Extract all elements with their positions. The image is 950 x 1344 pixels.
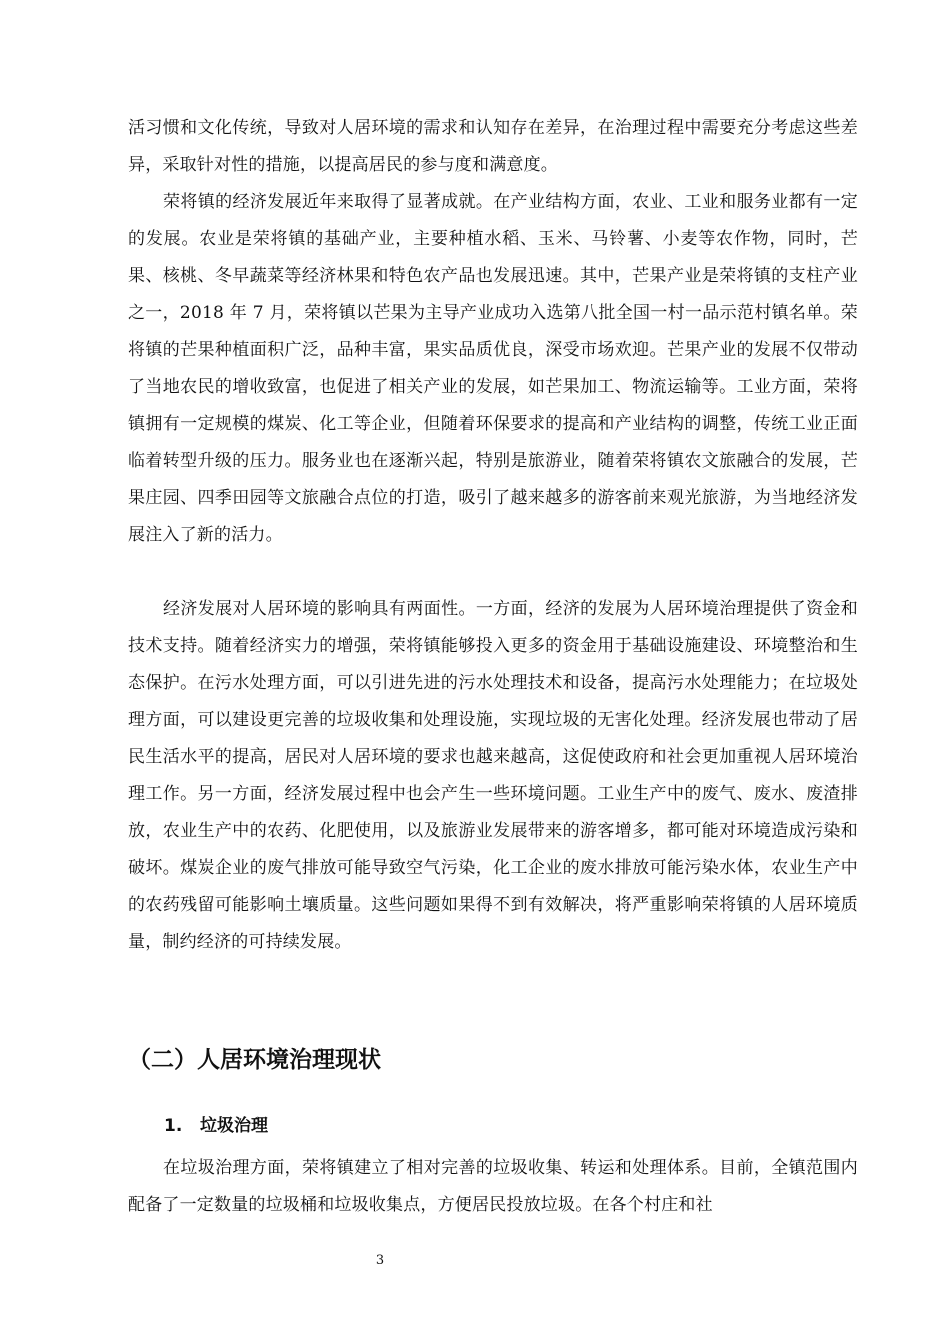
paragraph-garbage-treatment: 在垃圾治理方面，荣将镇建立了相对完善的垃圾收集、转运和处理体系。目前，全镇范围内配备了一定数量的垃圾桶和垃圾收集点，方便居民投放垃圾。在各个村庄和社 xyxy=(128,1158,858,1215)
section-heading: （二）人居环境治理现状 xyxy=(128,1047,381,1073)
paragraph-economic-development: 荣将镇的经济发展近年来取得了显著成就。在产业结构方面，农业、工业和服务业都有一定的发展。农业是荣将镇的基础产业，主要种植水稻、玉米、马铃薯、小麦等农作物，同时，芒果、核桃、冬早蔬菜等经济林果和特色农产品也发展迅速。其中，芒果产业是荣将镇的支柱产业之一，2018 年 7 月，荣将镇以芒果为主导产业成功入选第八批全国一村一品示范村镇名单。荣将镇的芒果种植面积广泛，品种丰富，果实品质优良，深受市场欢迎。芒果产业的发展不仅带动了当地农民的增收致富，也促进了相关产业的发展，如芒果加工、物流运输等。工业方面，荣将镇拥有一定规模的煤炭、化工等企业，但随着环保要求的提高和产业结构的调整，传统工业正面临着转型升级的压力。服务业也在逐渐兴起，特别是旅游业，随着荣将镇农文旅融合的发展，芒果庄园、四季田园等文旅融合点位的打造，吸引了越来越多的游客前来观光旅游，为当地经济发展注入了新的活力。 xyxy=(128,192,858,545)
paragraph-continuation: 活习惯和文化传统，导致对人居环境的需求和认知存在差异，在治理过程中需要充分考虑这些差异，采取针对性的措施，以提高居民的参与度和满意度。 xyxy=(128,118,858,175)
paragraph-economic-impact: 经济发展对人居环境的影响具有两面性。一方面，经济的发展为人居环境治理提供了资金和技术支持。随着经济实力的增强，荣将镇能够投入更多的资金用于基础设施建设、环境整治和生态保护。在污水处理方面，可以引进先进的污水处理技术和设备，提高污水处理能力；在垃圾处理方面，可以建设更完善的垃圾收集和处理设施，实现垃圾的无害化处理。经济发展也带动了居民生活水平的提高，居民对人居环境的要求也越来越高，这促使政府和社会更加重视人居环境治理工作。另一方面，经济发展过程中也会产生一些环境问题。工业生产中的废气、废水、废渣排放，农业生产中的农药、化肥使用，以及旅游业发展带来的游客增多，都可能对环境造成污染和破坏。煤炭企业的废气排放可能导致空气污染，化工企业的废水排放可能污染水体，农业生产中的农药残留可能影响土壤质量。这些问题如果得不到有效解决，将严重影响荣将镇的人居环境质量，制约经济的可持续发展。 xyxy=(128,599,858,952)
subsection-heading xyxy=(164,1110,268,1142)
page-number: 3 xyxy=(375,1253,385,1268)
subsection-title: 垃圾治理 xyxy=(200,1116,268,1136)
subsection-number: 1. xyxy=(164,1116,183,1136)
